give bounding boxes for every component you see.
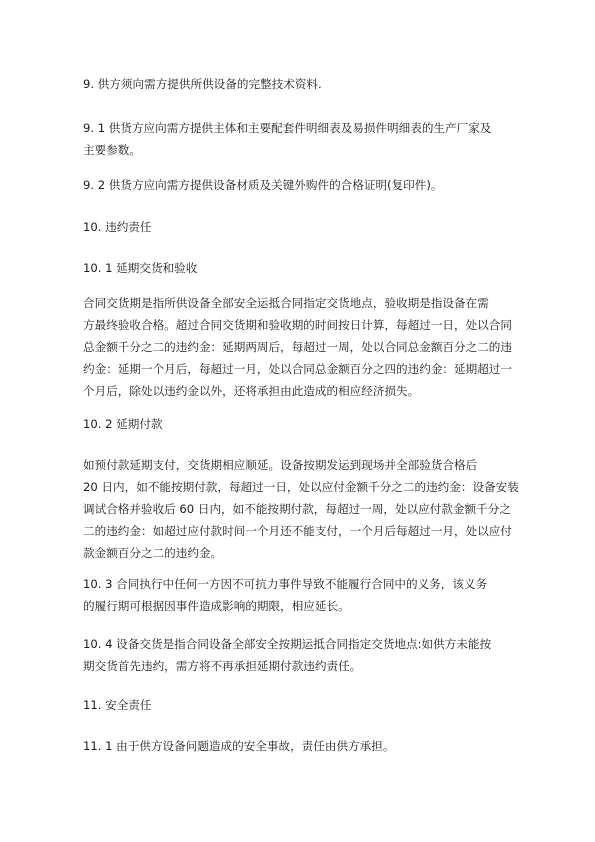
paragraph-line: 款金额百分之二的违约金。 bbox=[83, 546, 223, 560]
paragraph-line: 期交货首先违约，需方将不再承担延期付款违约责任。 bbox=[83, 659, 362, 673]
paragraph-line: 总金额千分之二的违约金：延期两周后，每超过一周，处以合同总金额百分之二的违 bbox=[83, 340, 512, 354]
paragraph-delayed-payment bbox=[83, 454, 519, 564]
paragraph-line: 如预付款延期支付，交货期相应顺延。设备按期发运到现场并全部验货合格后 bbox=[83, 458, 478, 472]
clause-10-1-heading: 10. 1 延期交货和验收 bbox=[83, 261, 198, 275]
clause-9-1 bbox=[83, 117, 513, 161]
clause-11-1: 11. 1 由于供方设备问题造成的安全事故，责任由供方承担。 bbox=[83, 739, 395, 753]
paragraph-line: 约金：延期一个月后，每超过一月，处以合同总金额百分之四的违约金：延期超过一 bbox=[83, 362, 512, 376]
section-10-heading: 10. 违约责任 bbox=[83, 220, 152, 234]
clause-9-2: 9. 2 供货方应向需方提供设备材质及关键外购件的合格证明(复印件)。 bbox=[83, 178, 443, 192]
paragraph-line: 10. 4 设备交货是指合同设备全部安全按期运抵合同指定交货地点:如供方未能按 bbox=[83, 637, 492, 651]
section-11-heading: 11. 安全责任 bbox=[83, 698, 152, 712]
clause-10-4 bbox=[83, 633, 513, 677]
paragraph-line: 方最终验收合格。超过合同交货期和验收期的时间按日计算，每超过一日，处以合同 bbox=[83, 318, 512, 332]
paragraph-line: 20 日内，如不能按期付款，每超过一日，处以应付金额千分之二的违约金：设备安装 bbox=[83, 480, 519, 494]
clause-10-2-heading: 10. 2 延期付款 bbox=[83, 417, 163, 431]
paragraph-line: 个月后，除处以违约金以外，还将承担由此造成的相应经济损失。 bbox=[83, 384, 420, 398]
clause-9: 9. 供方须向需方提供所供设备的完整技术资料. bbox=[83, 77, 322, 91]
paragraph-delayed-delivery bbox=[83, 292, 513, 402]
clause-9-1-line-2: 主要参数。 bbox=[83, 143, 141, 157]
paragraph-line: 二的违约金：如超过应付款时间一个月还不能支付，一个月后每超过一月，处以应付 bbox=[83, 524, 512, 538]
paragraph-line: 调试合格并验收后 60 日内，如不能按期付款，每超过一周，处以应付款金额千分之 bbox=[83, 502, 511, 516]
paragraph-line: 10. 3 合同执行中任何一方因不可抗力事件导致不能履行合同中的义务，该义务 bbox=[83, 577, 488, 591]
paragraph-line: 的履行期可根据因事件造成影响的期限，相应延长。 bbox=[83, 599, 350, 613]
paragraph-line: 合同交货期是指所供设备全部安全运抵合同指定交货地点，验收期是指设备在需 bbox=[83, 296, 489, 310]
clause-9-1-line-1: 9. 1 供货方应向需方提供主体和主要配套件明细表及易损件明细表的生产厂家及 bbox=[83, 121, 492, 135]
clause-10-3 bbox=[83, 573, 513, 617]
